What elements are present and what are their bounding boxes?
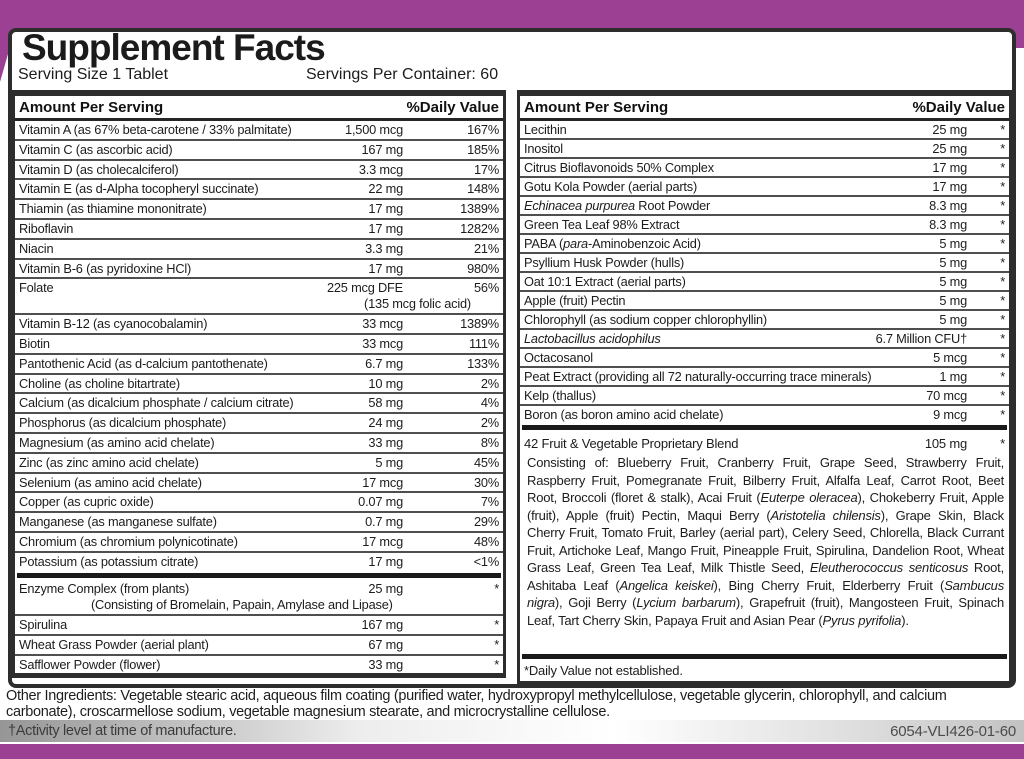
table-row: [520, 138, 1009, 157]
ingredient-dv: 133%: [467, 355, 499, 371]
nutrition-column-left: [12, 90, 506, 678]
blend-description: Consisting of: Blueberry Fruit, Cranberry Fruit, Grape Seed, Strawberry Fruit, Raspberry Fruit, Pomegranate Fruit, Bilberry Fruit, Alfalfa Leaf, Carrot Root, Beet Root, Broccoli (floret & stalk), Acai Fruit (Euterpe oleracea), Chokeberry Fruit, Apple (fruit), Apple (fruit) Pectin, Maqui Berry (Aristotelia chilensis), Grape Skin, Black Cherry Fruit, Tomato Fruit, Barley (aerial part), Celery Seed, Chlorella, Black Currant Fruit, Artichoke Leaf, Mango Fruit, Pineapple Fruit, Spirulina, Dandelion Root, Wheat Grass Leaf, Green Tea Leaf, Milk Thistle Seed, Eleutherococcus senticosus Root, Ashitaba Leaf (Angelica keiskei), Bing Cherry Fruit, Elderberry Fruit (Sambucus nigra), Goji Berry (Lycium barbarum), Grapefruit (fruit), Mangosteen Fruit, Spinach Leaf, Tart Cherry Skin, Papaya Fruit and Asian Pear (Pyrus pyrifolia).: [527, 455, 1005, 628]
ingredient-name: Folate: [19, 280, 54, 296]
ingredient-name: Octacosanol: [524, 350, 593, 365]
table-row: [520, 271, 1009, 290]
table-row: [520, 195, 1009, 214]
table-row: [15, 139, 503, 158]
ingredient-amount: 6.7 Million CFU†: [875, 331, 967, 346]
ingredient-amount: 22 mg: [368, 181, 403, 197]
ingredient-sub-name: (Consisting of Bromelain, Papain, Amylase and Lipase): [91, 597, 393, 613]
ingredient-name: Biotin: [19, 335, 50, 351]
ingredient-amount: 5 mg: [939, 293, 967, 308]
ingredient-sub-amount: (135 mcg folic acid): [364, 296, 471, 312]
ingredient-amount: 33 mg: [368, 656, 403, 672]
nutrition-column-right: [517, 90, 1012, 686]
ingredient-amount: 3.3 mcg: [358, 161, 403, 177]
ingredient-amount: 17 mcg: [362, 474, 403, 490]
ingredient-amount: 33 mg: [368, 434, 403, 450]
ingredient-amount: 167 mg: [361, 617, 403, 633]
amount-header: Amount Per Serving: [524, 99, 669, 116]
table-row: [520, 328, 1009, 347]
table-row: [15, 238, 503, 257]
table-row: [15, 121, 503, 138]
table-row: [520, 404, 1009, 423]
ingredient-dv: *: [494, 656, 499, 672]
daily-value-header: %Daily Value: [912, 99, 1005, 116]
activity-note: †Activity level at time of manufacture.: [8, 723, 237, 739]
section-divider: [522, 425, 1007, 430]
ingredient-amount: 25 mg: [932, 141, 967, 156]
ingredient-name: Wheat Grass Powder (aerial plant): [19, 636, 209, 652]
ingredient-name: Magnesium (as amino acid chelate): [19, 434, 215, 450]
footer-bar: [0, 720, 1024, 742]
ingredient-amount: 24 mg: [368, 415, 403, 431]
ingredient-name: Safflower Powder (flower): [19, 656, 161, 672]
table-row: [520, 347, 1009, 366]
table-row: [520, 214, 1009, 233]
ingredient-amount: 5 mg: [939, 236, 967, 251]
ingredient-dv: *: [494, 636, 499, 652]
table-row: [15, 313, 503, 332]
ingredient-amount: 25 mg: [368, 581, 403, 597]
amount-header: Amount Per Serving: [19, 99, 164, 116]
ingredient-dv: 56%: [473, 280, 499, 296]
ingredient-dv: 185%: [467, 141, 499, 157]
ingredient-dv: *: [1000, 388, 1005, 403]
ingredient-amount: 17 mg: [368, 260, 403, 276]
ingredient-dv: *: [1000, 407, 1005, 422]
ingredient-amount: 1 mg: [939, 369, 967, 384]
section-divider: [522, 654, 1007, 659]
column-header: [15, 96, 503, 121]
ingredient-amount: 1,500 mcg: [345, 122, 403, 137]
ingredient-dv: 111%: [468, 335, 499, 351]
ingredient-dv: *: [1000, 293, 1005, 308]
table-row: [15, 373, 503, 392]
ingredient-dv: 167%: [467, 122, 499, 137]
ingredient-dv: *: [1000, 274, 1005, 289]
table-row: [15, 353, 503, 372]
table-row: [15, 412, 503, 431]
column-header: [520, 96, 1009, 121]
ingredient-name: Potassium (as potassium citrate): [19, 553, 199, 569]
ingredient-name: Apple (fruit) Pectin: [524, 293, 626, 308]
table-row: [520, 233, 1009, 252]
blend-amount: 105 mg: [924, 436, 967, 451]
ingredient-amount: 33 mcg: [362, 335, 403, 351]
ingredient-dv: 45%: [473, 454, 499, 470]
ingredient-amount: 0.7 mg: [365, 514, 403, 530]
table-row: [520, 121, 1009, 138]
ingredient-amount: 6.7 mg: [365, 355, 403, 371]
other-ingredients: Other Ingredients: Vegetable stearic acid, aqueous film coating (purified water, hydroxypropyl methylcellulose, vegetable glycerin, chlorophyll, and calcium carbonate), croscarmellose sodium, vegetable magnesium stearate, and microcrystalline cellulose.: [6, 688, 947, 720]
table-row: [520, 176, 1009, 195]
ingredient-name: Psyllium Husk Powder (hulls): [524, 255, 685, 270]
ingredient-amount: 8.3 mg: [929, 217, 967, 232]
ingredient-name: Manganese (as manganese sulfate): [19, 514, 217, 530]
ingredient-name: Vitamin C (as ascorbic acid): [19, 141, 173, 157]
blend-dv: *: [1000, 436, 1005, 451]
ingredient-name: Green Tea Leaf 98% Extract: [524, 217, 680, 232]
ingredient-dv: *: [1000, 122, 1005, 137]
table-row: [15, 198, 503, 217]
ingredient-amount: 17 mg: [932, 160, 967, 175]
ingredient-name: Vitamin B-6 (as pyridoxine HCl): [19, 260, 192, 276]
proprietary-blend-row: [520, 432, 1009, 453]
ingredient-name: Peat Extract (providing all 72 naturally-occurring trace minerals): [524, 369, 872, 384]
ingredient-name: Choline (as choline bitartrate): [19, 375, 180, 391]
table-row: [520, 157, 1009, 176]
ingredient-amount: 5 mg: [939, 312, 967, 327]
ingredient-amount: 17 mcg: [362, 533, 403, 549]
ingredient-name: Echinacea purpurea Root Powder: [524, 198, 711, 213]
table-row: [15, 333, 503, 352]
ingredient-amount: 3.3 mg: [365, 240, 403, 256]
ingredient-amount: 17 mg: [368, 553, 403, 569]
table-row: [520, 309, 1009, 328]
table-row: [15, 551, 503, 570]
table-row: [15, 580, 503, 613]
ingredient-dv: 8%: [480, 434, 499, 450]
ingredient-amount: 67 mg: [368, 636, 403, 652]
table-row: [15, 452, 503, 471]
ingredient-amount: 17 mg: [368, 220, 403, 236]
ingredient-name: Pantothenic Acid (as d-calcium pantothenate): [19, 355, 268, 371]
ingredient-amount: 167 mg: [361, 141, 403, 157]
ingredient-dv: 2%: [480, 375, 499, 391]
ingredient-dv: *: [1000, 141, 1005, 156]
ingredient-name: Kelp (thallus): [524, 388, 596, 403]
ingredient-name: Citrus Bioflavonoids 50% Complex: [524, 160, 714, 175]
table-row: [15, 654, 503, 673]
ingredient-name: Gotu Kola Powder (aerial parts): [524, 179, 698, 194]
ingredient-rows: [520, 121, 1009, 423]
ingredient-dv: 2%: [480, 415, 499, 431]
ingredient-name: Zinc (as zinc amino acid chelate): [19, 454, 199, 470]
table-row: [15, 159, 503, 178]
ingredient-name: Boron (as boron amino acid chelate): [524, 407, 724, 422]
ingredient-amount: 5 mg: [375, 454, 403, 470]
brand-color-band-bottom: [0, 744, 1024, 759]
table-row: [15, 218, 503, 237]
table-row: [15, 634, 503, 653]
ingredient-amount: 8.3 mg: [929, 198, 967, 213]
ingredient-amount: 17 mg: [368, 201, 403, 217]
table-row: [15, 491, 503, 510]
panel-title: Supplement Facts: [22, 27, 325, 68]
ingredient-name: Selenium (as amino acid chelate): [19, 474, 202, 490]
ingredient-dv: 29%: [473, 514, 499, 530]
ingredient-name: Calcium (as dicalcium phosphate / calcium citrate): [19, 395, 294, 411]
ingredient-amount: 10 mg: [368, 375, 403, 391]
ingredient-name: Lactobacillus acidophilus: [524, 331, 661, 346]
ingredient-name: Chlorophyll (as sodium copper chlorophyllin): [524, 312, 767, 327]
ingredient-amount: 5 mcg: [933, 350, 967, 365]
ingredient-dv: 17%: [473, 161, 499, 177]
ingredient-name: Chromium (as chromium polynicotinate): [19, 533, 238, 549]
ingredient-amount: 5 mg: [939, 274, 967, 289]
ingredient-dv: 4%: [480, 395, 499, 411]
ingredient-dv: *: [1000, 179, 1005, 194]
section-divider: [17, 573, 501, 578]
ingredient-dv: 1389%: [460, 316, 499, 332]
ingredient-amount: 17 mg: [932, 179, 967, 194]
ingredient-dv: *: [1000, 331, 1005, 346]
ingredient-dv: *: [1000, 350, 1005, 365]
ingredient-name: Riboflavin: [19, 220, 74, 236]
ingredient-name: Oat 10:1 Extract (aerial parts): [524, 274, 686, 289]
ingredient-dv: *: [494, 581, 499, 597]
ingredient-amount: 33 mcg: [362, 316, 403, 332]
ingredient-name: Niacin: [19, 240, 54, 256]
ingredient-name: Thiamin (as thiamine mononitrate): [19, 201, 207, 217]
ingredient-dv: *: [1000, 312, 1005, 327]
ingredient-dv: *: [1000, 217, 1005, 232]
serving-size: Serving Size 1 Tablet: [18, 66, 169, 83]
footnote-section: [520, 652, 1009, 681]
product-code: 6054-VLI426-01-60: [890, 722, 1016, 740]
table-row: [520, 290, 1009, 309]
ingredient-name: Inositol: [524, 141, 563, 156]
ingredient-dv: 7%: [480, 494, 499, 510]
ingredient-name: Copper (as cupric oxide): [19, 494, 154, 510]
ingredient-name: Vitamin E (as d-Alpha tocopheryl succinate): [19, 181, 259, 197]
table-row: [520, 252, 1009, 271]
table-row: [15, 432, 503, 451]
ingredient-amount: 225 mcg DFE: [326, 280, 403, 296]
ingredient-amount: 70 mcg: [926, 388, 967, 403]
ingredient-name: Phosphorus (as dicalcium phosphate): [19, 415, 227, 431]
ingredient-name: Vitamin A (as 67% beta-carotene / 33% palmitate): [19, 122, 292, 137]
ingredient-dv: *: [1000, 160, 1005, 175]
table-row: [15, 277, 503, 312]
ingredient-amount: 25 mg: [932, 122, 967, 137]
table-row: [520, 366, 1009, 385]
ingredient-dv: *: [1000, 255, 1005, 270]
ingredient-dv: 1389%: [460, 201, 499, 217]
daily-value-footnote: *Daily Value not established.: [524, 663, 683, 678]
ingredient-dv: 980%: [467, 260, 499, 276]
ingredient-dv: 1282%: [460, 220, 499, 236]
ingredient-name: PABA (para-Aminobenzoic Acid): [524, 236, 701, 251]
ingredient-name: Enzyme Complex (from plants): [19, 581, 190, 597]
daily-value-header: %Daily Value: [406, 99, 499, 116]
blend-title: 42 Fruit & Vegetable Proprietary Blend: [524, 436, 739, 451]
ingredient-dv: *: [1000, 198, 1005, 213]
supplement-facts-panel: [8, 28, 1016, 688]
ingredient-dv: *: [494, 617, 499, 633]
table-row: [15, 472, 503, 491]
ingredient-dv: 30%: [473, 474, 499, 490]
table-row: [15, 258, 503, 277]
ingredient-dv: *: [1000, 236, 1005, 251]
table-row: [520, 385, 1009, 404]
table-row: [15, 531, 503, 550]
ingredient-dv: <1%: [473, 553, 499, 569]
ingredient-dv: 148%: [467, 181, 499, 197]
ingredient-rows: [15, 121, 503, 673]
ingredient-amount: 9 mcg: [933, 407, 967, 422]
brand-color-band-top: [0, 0, 1024, 28]
ingredient-dv: *: [1000, 369, 1005, 384]
ingredient-name: Vitamin B-12 (as cyanocobalamin): [19, 316, 208, 332]
ingredient-amount: 58 mg: [368, 395, 403, 411]
table-row: [15, 511, 503, 530]
ingredient-dv: 48%: [473, 533, 499, 549]
ingredient-amount: 5 mg: [939, 255, 967, 270]
table-row: [15, 178, 503, 197]
ingredient-name: Spirulina: [19, 617, 67, 633]
servings-per-container: Servings Per Container: 60: [306, 66, 499, 83]
table-row: [15, 392, 503, 411]
ingredient-name: Lecithin: [524, 122, 567, 137]
ingredient-name: Vitamin D (as cholecalciferol): [19, 161, 179, 177]
ingredient-dv: 21%: [473, 240, 499, 256]
ingredient-amount: 0.07 mg: [358, 494, 403, 510]
table-row: [15, 614, 503, 633]
